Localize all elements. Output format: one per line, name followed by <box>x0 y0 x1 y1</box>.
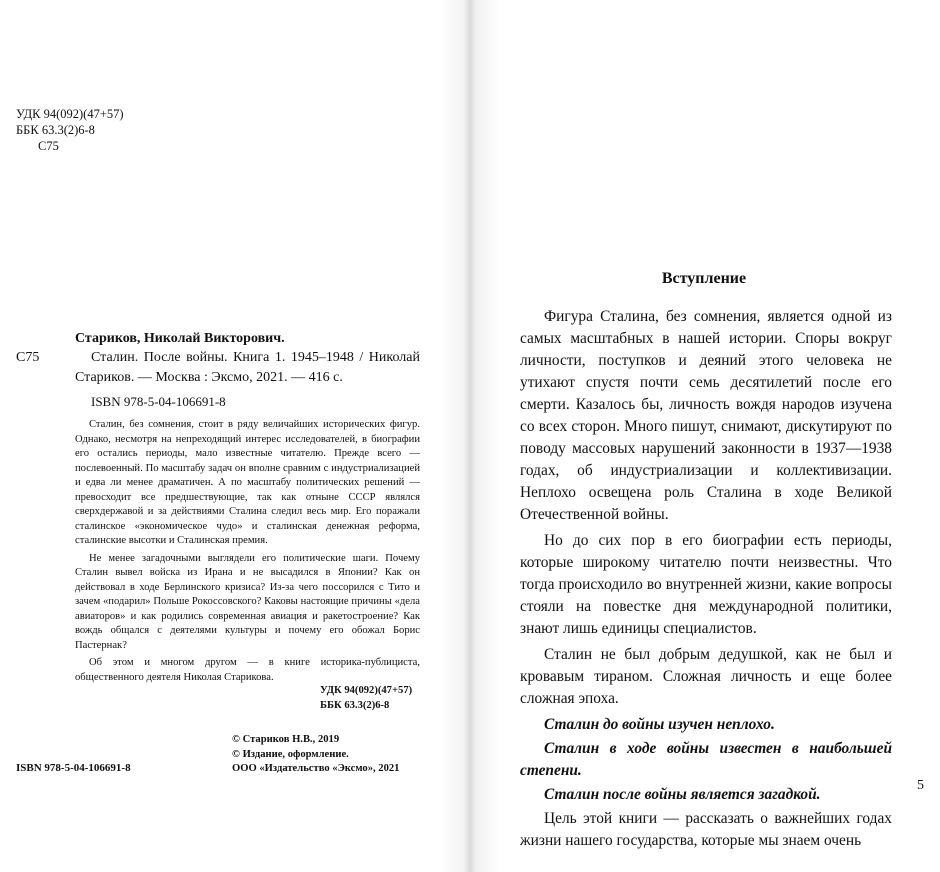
annotation-paragraph: Об этом и многом другом — в книге историка-публициста, общественного деятеля Николая Старикова. <box>75 657 420 683</box>
body-paragraph: Но до сих пор в его биографии есть периоды, которые широкому читателю почти неизвестны. Что тогда происходило во внутренней жизни, какие вопросы стояли на повестке дня международной политики, знают лишь единицы специалистов. <box>520 532 892 637</box>
copyright-block <box>232 733 399 777</box>
emphasis-line: Сталин в ходе войны известен в наибольшей степени. <box>520 740 892 779</box>
copyright-line: ООО «Издательство «Эксмо», 2021 <box>232 763 400 774</box>
copyright-line: © Издание, оформление. <box>232 748 349 760</box>
isbn-main: ISBN 978-5-04-106691-8 <box>91 394 226 409</box>
left-page <box>0 0 468 872</box>
emphasis-line: Сталин после войны является загадкой. <box>544 786 821 803</box>
bibliographic-entry: Сталин. После войны. Книга 1. 1945–1948 / Николай Стариков. — Москва : Эксмо, 2021. — 416 с. <box>75 350 420 385</box>
body-text <box>520 306 892 856</box>
author-mark-label: С75 <box>16 350 40 365</box>
author-mark: С75 <box>38 139 59 153</box>
right-page <box>468 0 940 872</box>
page-number: 5 <box>917 778 924 793</box>
bbk-code: ББК 63.3(2)6-8 <box>16 123 95 137</box>
annotation <box>75 418 420 688</box>
udk-code: УДК 94(092)(47+57) <box>16 107 124 121</box>
udk-block-bottom <box>320 683 412 713</box>
udk-block-top <box>16 106 124 154</box>
udk-code: УДК 94(092)(47+57) <box>320 685 413 696</box>
annotation-paragraph: Сталин, без сомнения, стоит в ряду величайших исторических фигур. Однако, несмотря на непреходящий интерес исследователей, в биографии его остались периоды, мало известные читателю. Прежде всего — послевоенный. По масштабу задач он вполне сравним с индустриализацией и едва ли менее драматичен. А по масштабу политических решений — превосходит все предшествующие, так как отныне СССР являлся сверхдержавой и за действиями Сталина следил весь мир. Его поражали сталинское «экономическое чудо» и сталинская денежная реформа, сталинские высотки и Сталинская премия. <box>75 419 420 546</box>
body-paragraph: Фигура Сталина, без сомнения, является одной из самых масштабных в нашей истории. Споры вокруг личности, поступков и деяний этого человека не утихают спустя почти семь десятилетий после его смерти. Казалось бы, личность вождя народов изучена со всех сторон. Много пишут, снимают, дискутируют по поводу массовых нарушений законности в 1937—1938 годах, об индустриализации и коллективизации. Неплохо освещена роль Сталина в ходе Великой Отечественной войны. <box>520 308 892 523</box>
isbn-bottom: ISBN 978-5-04-106691-8 <box>16 762 131 774</box>
body-paragraph: Цель этой книги — рассказать о важнейших годах жизни нашего государства, которые мы знаем очень <box>520 810 892 849</box>
emphasis-line: Сталин до войны изучен неплохо. <box>544 716 775 733</box>
annotation-paragraph: Не менее загадочными выглядели его политические шаги. Почему Сталин вывел войска из Ирана и не высадился в Японии? Как он действовал в ходе Берлинского кризиса? Из-за чего поссорился с Тито и зачем «подарил» Польше Рокоссовского? Каковы настоящие причины «дела авиаторов» и как родились современная авиация и ракетостроение? Как вождь общался с деятелями культуры и почему его обожал Борис Пастернак? <box>75 552 420 651</box>
book-gutter-shadow <box>440 0 500 872</box>
author-heading: Стариков, Николай Викторович. <box>75 331 285 346</box>
copyright-line: © Стариков Н.В., 2019 <box>232 734 340 745</box>
section-title: Вступление <box>661 270 747 287</box>
body-paragraph: Сталин не был добрым дедушкой, как не был и кровавым тираном. Сложная личность и еще более сложная эпоха. <box>520 646 892 707</box>
bbk-code: ББК 63.3(2)6-8 <box>320 700 390 711</box>
